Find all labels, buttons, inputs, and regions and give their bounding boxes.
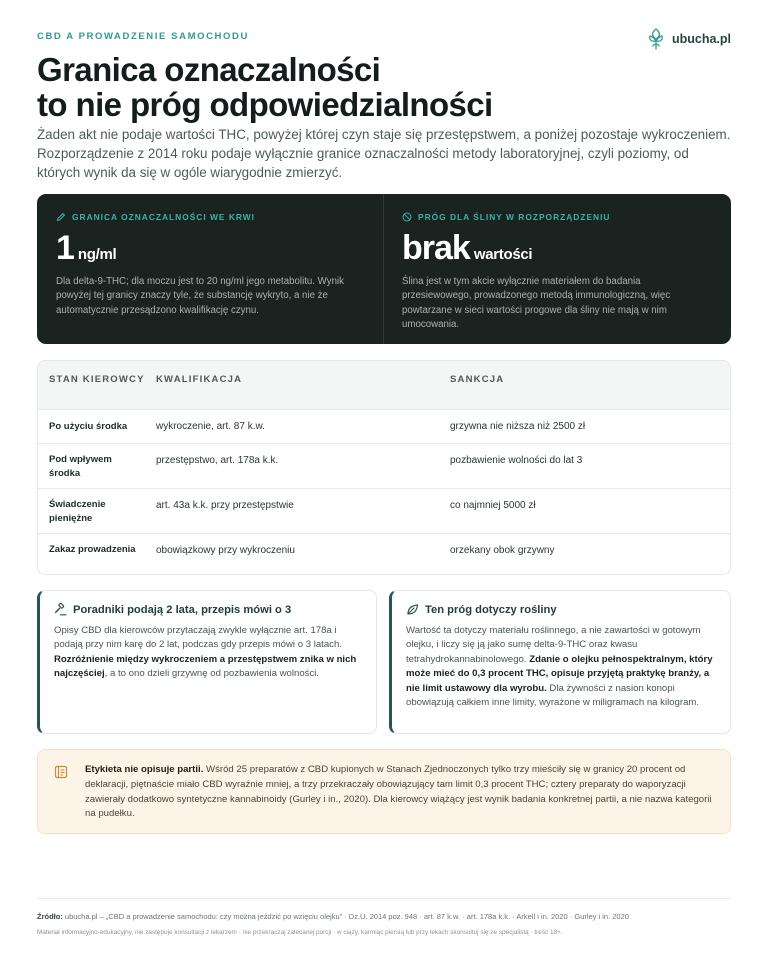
- note-text: Wśród 25 preparatów z CBD kupionych w Stanach Zjednoczonych tylko trzy mieściły się w granicy 20 procent od deklaracji, piętnaście miało CBD wyraźnie mniej, a trzy przekraczały obowiązujący tam limit 0,3 procent THC; cztery preparaty do waporyzacji zawierały dodatkowo syntetyczne kannabinoidy (Gurley i in., 2020). Dla kierowcy wiążący jest wynik badania konkretnej partii, a nie nazwa kategorii na pudełku.: [85, 764, 712, 820]
- stat-label-text: PRÓG DLA ŚLINY W ROZPORZĄDZENIU: [418, 212, 611, 222]
- cell-state: Zakaz prowadzenia: [49, 544, 136, 555]
- stat-label-text: GRANICA OZNACZALNOŚCI WE KRWI: [72, 212, 255, 222]
- stat-description: Dla delta-9-THC; dla moczu jest to 20 ng/ml jego metabolitu. Wynik powyżej tej granicy znaczy tyle, że substancję wykryto, a nie że automatycznie przesądzono kwalifikację czynu.: [56, 276, 344, 316]
- card-plant-threshold: [389, 590, 731, 734]
- card-emphasis: Zdanie o olejku pełnospektralnym, który może mieć do 0,3 procent THC, opisuje przyjętą praktykę branży, a nie limit ustawowy dla wyrobu.: [406, 653, 713, 694]
- logo-text: ubucha.pl: [671, 32, 731, 46]
- stat-unit: wartości: [473, 246, 533, 263]
- card-emphasis: Rozróżnienie między wykroczeniem a przestępstwem znika w nich najczęściej: [54, 653, 357, 680]
- logo[interactable]: [646, 27, 731, 51]
- cell-state: Po użyciu środka: [49, 421, 128, 432]
- stat-label: [56, 212, 363, 222]
- note-emphasis: Etykieta nie opisuje partii.: [85, 764, 204, 775]
- table-row: [38, 443, 730, 488]
- sanctions-table: [37, 360, 731, 575]
- lead-paragraph: Żaden akt nie podaje wartości THC, powyżej której czyn staje się przestępstwem, a poniżej pozostaje wykroczeniem. Rozporządzenie z 2014 roku podaje wyłącznie granice oznaczalności metody laboratoryjnej, czyli poziomy, od których wynik da się w ogóle wiarygodnie zmierzyć.: [37, 127, 731, 180]
- prohibited-icon: [402, 212, 412, 222]
- gavel-icon: [54, 603, 67, 616]
- stat-blood-threshold: [37, 194, 384, 344]
- label-icon: [54, 765, 68, 779]
- source-label: Źródło:: [37, 912, 63, 921]
- cell-state: Świadczenie pieniężne: [49, 499, 106, 524]
- kicker: CBD A PROWADZENIE SAMOCHODU: [37, 31, 249, 42]
- column-header-qualification: KWALIFIKACJA: [156, 374, 243, 385]
- card-body: [54, 624, 362, 682]
- footer-divider: [37, 898, 731, 899]
- column-header-sanction: SANKCJA: [450, 374, 505, 385]
- card-title-text: Ten próg dotyczy rośliny: [425, 603, 557, 616]
- cell-sanction: co najmniej 5000 zł: [450, 500, 536, 511]
- cell-qualification: obowiązkowy przy wykroczeniu: [156, 545, 295, 556]
- card-title: [54, 603, 362, 616]
- disclaimer: Materiał informacyjno-edukacyjny, nie zastępuje konsultacji z lekarzem · nie przekraczaj zalecanej porcji · w ciąży, karmiąc piersią lub przy lekach skonsultuj się ze specjalistą · treść 18+.: [37, 929, 563, 936]
- card-title-text: Poradniki podają 2 lata, przepis mówi o 3: [73, 603, 292, 616]
- title-line-2: to nie próg odpowiedzialności: [37, 86, 493, 123]
- stat-number: 1: [56, 229, 74, 267]
- cell-qualification: wykroczenie, art. 87 k.w.: [156, 421, 265, 432]
- cell-sanction: grzywna nie niższa niż 2500 zł: [450, 421, 586, 432]
- stat-value: [402, 228, 711, 268]
- card-title: [406, 603, 716, 616]
- column-header-state: STAN KIEROWCY: [49, 374, 145, 385]
- page: [37, 0, 731, 960]
- label-warning-note: [37, 749, 731, 834]
- cell-qualification: przestępstwo, art. 178a k.k.: [156, 455, 279, 466]
- source-text: ubucha.pl – „CBD a prowadzenie samochodu: czy można jeździć po wzięciu olejku” · Dz.U. 2014 poz. 948 · art. 87 k.w. · art. 178a k.k. · Arkell i in. 2020 · Gurley i in. 2020: [62, 912, 629, 921]
- pencil-icon: [56, 212, 66, 222]
- stat-saliva-threshold: [384, 194, 731, 344]
- table-row: [38, 488, 730, 533]
- stat-number: brak: [402, 229, 470, 267]
- card-body: [406, 624, 716, 710]
- stats-band: [37, 194, 731, 344]
- stat-unit: ng/ml: [77, 246, 117, 263]
- card-text: Wartość ta dotyczy materiału roślinnego, a nie zawartości w gotowym olejku, i liczy się ją jako sumę delta-9-THC oraz kwasu tetrahydrokannabinolowego.: [406, 625, 701, 665]
- table-header: [38, 361, 730, 409]
- source-line: [37, 912, 731, 921]
- card-text: Dla żywności z nasion konopi obowiązują całkiem inne limity, wyrażone w miligramach na kilogram.: [406, 682, 700, 709]
- page-title: [37, 52, 597, 122]
- card-text: , a to ono dzieli grzywnę od pozbawienia wolności.: [104, 668, 320, 680]
- stat-description: Ślina jest w tym akcie wyłącznie materiałem do badania przesiewowego, prowadzonego metodą immunologiczną, więc powtarzane w sieci wartości progowe dla śliny nie mają w nim umocowania.: [402, 276, 671, 331]
- cell-state: Pod wpływem środka: [49, 454, 112, 479]
- card-guides: [37, 590, 377, 734]
- title-line-1: Granica oznaczalności: [37, 51, 381, 88]
- logo-leaf-icon: [646, 27, 666, 51]
- card-text: Opisy CBD dla kierowców przytaczają zwykle wyłącznie art. 178a i podają przy nim karę do 2 lat, podczas gdy przepis mówi o 3 latach.: [54, 625, 342, 651]
- stat-label: [402, 212, 711, 222]
- cell-sanction: pozbawienie wolności do lat 3: [450, 455, 583, 466]
- table-row: [38, 409, 730, 443]
- stat-value: [56, 228, 363, 268]
- leaf-icon: [406, 603, 419, 616]
- cell-sanction: orzekany obok grzywny: [450, 545, 555, 556]
- cell-qualification: art. 43a k.k. przy przestępstwie: [156, 500, 294, 511]
- note-body: [85, 763, 712, 822]
- table-row: [38, 533, 730, 575]
